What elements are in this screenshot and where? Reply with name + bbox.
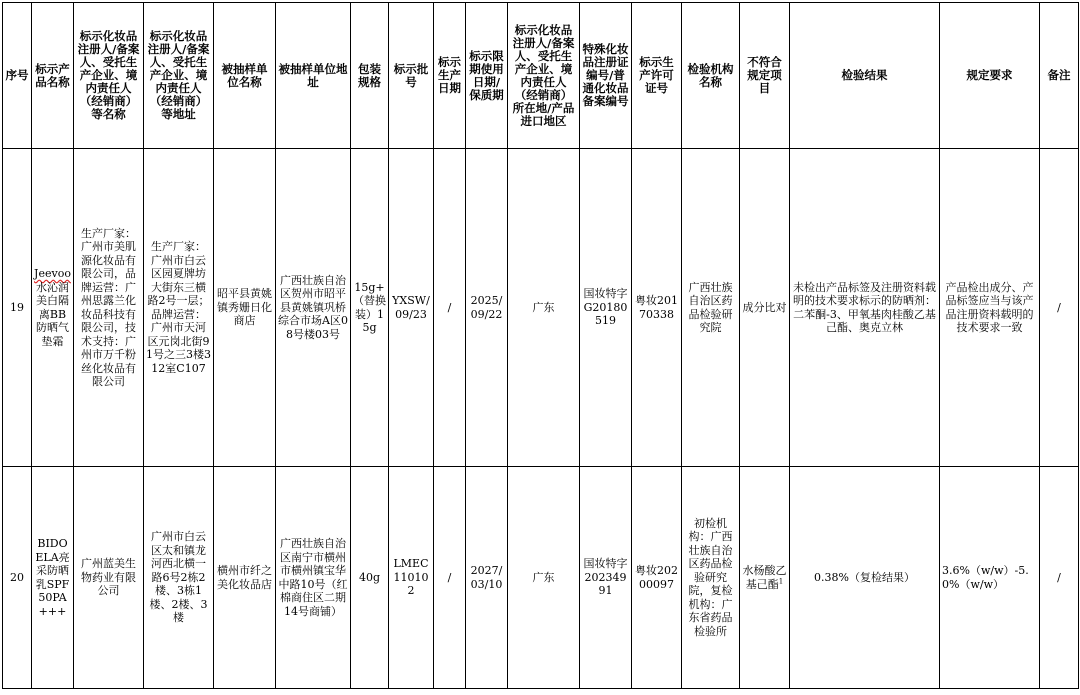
cell-noncompliant-item — [740, 467, 790, 689]
cell-registration-no: 国妆特字G20180519 — [580, 149, 632, 467]
table-row — [3, 149, 1079, 467]
header-remark: 备注 — [1040, 3, 1079, 149]
cell-company-address: 生产厂家：广州市白云区园夏牌坊大街东三横路2号一层；品牌运营：广州市天河区元岗北街91号之三3楼312室C107 — [144, 149, 214, 467]
header-license-no: 标示生产许可证号 — [632, 3, 682, 149]
cell-requirement: 产品检出成分、产品标签应当与该产品注册资料载明的技术要求一致 — [940, 149, 1040, 467]
header-registration-no: 特殊化妆品注册证编号/普通化妆品备案编号 — [580, 3, 632, 149]
header-noncompliant-item: 不符合规定项目 — [740, 3, 790, 149]
cell-company-name: 广州蓝美生物药业有限公司 — [74, 467, 144, 689]
cell-sampled-unit: 昭平县黄姚镇秀姗日化商店 — [214, 149, 276, 467]
noncompliant-item-text: 成分比对 — [742, 300, 787, 314]
cell-license-no: 粤妆20200097 — [632, 467, 682, 689]
cell-sampled-address: 广西壮族自治区贺州市昭平县黄姚镇巩桥综合市场A区08号楼03号 — [276, 149, 351, 467]
header-requirement: 规定要求 — [940, 3, 1040, 149]
header-inspection-org: 检验机构名称 — [682, 3, 740, 149]
noncompliant-item-text: 水杨酸乙基己酯 — [742, 564, 787, 591]
header-package: 包装规格 — [351, 3, 389, 149]
header-region: 标示化妆品注册人/备案人、受托生产企业、境内责任人（经销商）所在地/产品进口地区 — [508, 3, 580, 149]
cell-product-name — [32, 467, 74, 689]
cell-remark: / — [1040, 467, 1079, 689]
cell-company-name: 生产厂家：广州市美肌源化妆品有限公司，品牌运营：广州思露兰化妆品科技有限公司，技术支持：广州市万千粉丝化妆品有限公司 — [74, 149, 144, 467]
header-company-name: 标示化妆品注册人/备案人、受托生产企业、境内责任人（经销商）等名称 — [74, 3, 144, 149]
cell-package: 15g+（替换装）15g — [351, 149, 389, 467]
cell-result: 未检出产品标签及注册资料载明的技术要求标示的防晒剂：二苯酮-3、甲氧基肉桂酸乙基己酯、奥克立林 — [790, 149, 940, 467]
inspection-results-table — [2, 2, 1079, 689]
cell-sampled-unit: 横州市纤之美化妆品店 — [214, 467, 276, 689]
cell-expiry: 2027/03/10 — [466, 467, 508, 689]
cell-production-date: / — [434, 467, 466, 689]
cell-expiry: 2025/09/22 — [466, 149, 508, 467]
cell-inspection-org: 广西壮族自治区药品检验研究院 — [682, 149, 740, 467]
cell-batch: YXSW/09/23 — [389, 149, 434, 467]
cell-inspection-org: 初检机构：广西壮族自治区药品检验研究院，复检机构：广东省药品检验所 — [682, 467, 740, 689]
header-expiry: 标示限期使用日期/保质期 — [466, 3, 508, 149]
header-seq: 序号 — [3, 3, 32, 149]
cell-production-date: / — [434, 149, 466, 467]
header-sampled-address: 被抽样单位地址 — [276, 3, 351, 149]
cell-seq: 20 — [3, 467, 32, 689]
product-name-rest: BIDOELA亮采防晒乳SPF50PA+++ — [35, 537, 70, 618]
header-result: 检验结果 — [790, 3, 940, 149]
cell-license-no: 粤妆20170338 — [632, 149, 682, 467]
cell-company-address: 广州市白云区太和镇龙河西北横一路6号2栋2楼、3栋1楼、2楼、3楼 — [144, 467, 214, 689]
cell-result: 0.38%（复检结果） — [790, 467, 940, 689]
cell-requirement: 3.6%（w/w）-5.0%（w/w） — [940, 467, 1040, 689]
cell-package: 40g — [351, 467, 389, 689]
product-name-prefix: Jeevoo — [34, 267, 71, 280]
cell-region: 广东 — [508, 467, 580, 689]
cell-registration-no: 国妆特字20234991 — [580, 467, 632, 689]
cell-sampled-address: 广西壮族自治区南宁市横州市横州镇宝华中路10号（红棉商住区二期14号商铺） — [276, 467, 351, 689]
cell-remark: / — [1040, 149, 1079, 467]
cell-region: 广东 — [508, 149, 580, 467]
header-sampled-unit: 被抽样单位名称 — [214, 3, 276, 149]
header-batch: 标示批号 — [389, 3, 434, 149]
cell-product-name — [32, 149, 74, 467]
header-row — [3, 3, 1079, 149]
cell-batch: LMEC110102 — [389, 467, 434, 689]
product-name-rest: 水沁润美白隔离BB防晒气垫霜 — [36, 280, 69, 348]
cell-noncompliant-item — [740, 149, 790, 467]
header-product-name: 标示产品名称 — [32, 3, 74, 149]
noncompliant-item-footnote: 1 — [778, 576, 784, 585]
header-company-address: 标示化妆品注册人/备案人、受托生产企业、境内责任人（经销商）等地址 — [144, 3, 214, 149]
header-production-date: 标示生产日期 — [434, 3, 466, 149]
cell-seq: 19 — [3, 149, 32, 467]
table-row — [3, 467, 1079, 689]
